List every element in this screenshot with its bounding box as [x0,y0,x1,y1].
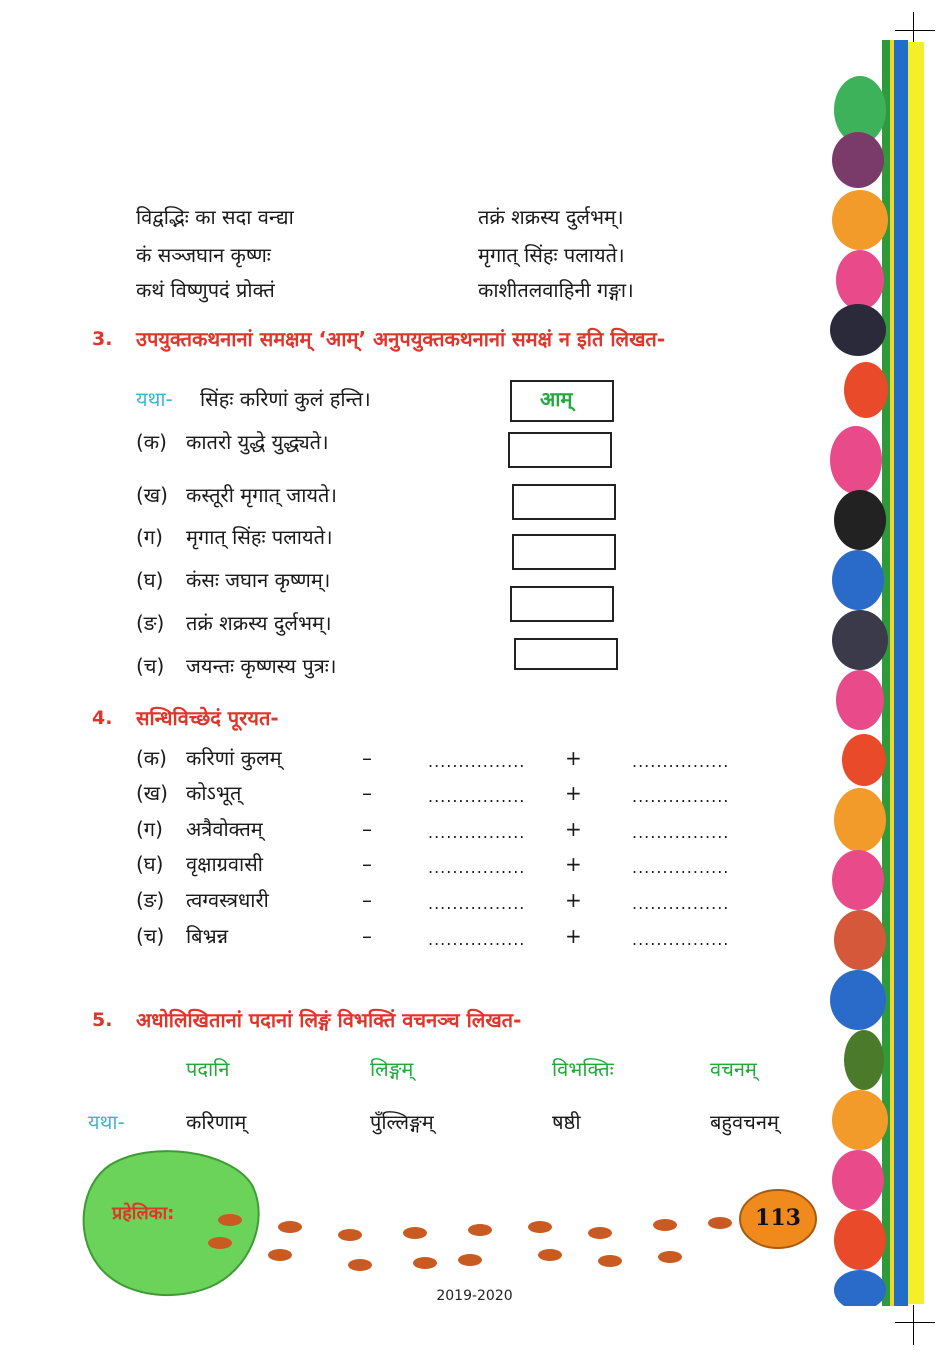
q4-blank-first[interactable]: ................ [428,930,526,949]
q4-blank-first[interactable]: ................ [428,823,526,842]
riddle-line-right: मृगात् सिंहः पलायते। [478,243,625,267]
q4-blank-first[interactable]: ................ [428,894,526,913]
q3-item-text: जयन्तः कृष्णस्य पुत्रः। [186,654,337,678]
q4-blank-second[interactable]: ................ [632,930,730,949]
q3-item-label: (ङ) [136,611,165,635]
q5-column-header: विभक्तिः [552,1057,614,1081]
q4-plus: + [565,781,582,805]
q3-answer-box[interactable] [508,432,612,468]
q4-dash: – [362,781,372,805]
q5-column-header: लिङ्गम् [370,1057,414,1081]
q3-answer-box[interactable] [512,484,616,520]
q4-dash: – [362,817,372,841]
q4-blank-first[interactable]: ................ [428,858,526,877]
q4-dash: – [362,852,372,876]
q4-blank-first[interactable]: ................ [428,752,526,771]
yellow-border-strip [906,42,924,1304]
q3-item-text: तक्रं शक्रस्य दुर्लभम्। [186,611,332,635]
crop-mark-top-horizontal [895,30,935,31]
q4-plus: + [565,746,582,770]
q5-column-header: पदानि [186,1057,230,1081]
question-4-number: 4. [92,707,113,729]
q4-item-label: (क) [136,746,167,770]
crop-mark-bottom-horizontal [895,1322,935,1323]
question-5-heading: अधोलिखितानां पदानां लिङ्गं विभक्तिं वचनञ्च लिखत- [136,1008,522,1032]
q4-dash: – [362,746,372,770]
q3-item-text: कातरो युद्धे युद्ध्यते। [186,430,329,454]
q4-item-label: (ख) [136,781,168,805]
q4-plus: + [565,817,582,841]
q3-item-label: (घ) [136,568,164,592]
question-5-number: 5. [92,1009,113,1031]
decorative-border-art [830,40,908,1306]
q3-answer-box[interactable] [512,534,616,570]
question-4-heading: सन्धिविच्छेदं पूरयत- [136,706,279,730]
riddle-label: प्रहेलिका: [112,1203,175,1224]
riddle-line-left: कं सञ्जघान कृष्णः [136,243,271,267]
riddle-line-left: विद्वद्भिः का सदा वन्द्या [136,205,294,229]
riddle-line-left: कथं विष्णुपदं प्रोक्तं [136,278,275,302]
q4-item-label: (च) [136,924,165,948]
q4-blank-second[interactable]: ................ [632,787,730,806]
q4-item-label: (ग) [136,817,163,841]
q4-item-text: वृक्षाग्रवासी [186,852,263,876]
q4-blank-second[interactable]: ................ [632,894,730,913]
q4-plus: + [565,888,582,912]
q5-example-cell: षष्ठी [552,1110,581,1134]
q4-blank-first[interactable]: ................ [428,787,526,806]
q4-item-text: कोऽभूत् [186,781,242,805]
q3-item-text: मृगात् सिंहः पलायते। [186,525,333,549]
q3-answer-box[interactable] [514,638,618,670]
question-3-heading: उपयुक्तकथनानां समक्षम् ‘आम्’ अनुपयुक्तकथनानां समक्षं न इति लिखत- [136,327,666,351]
q4-blank-second[interactable]: ................ [632,823,730,842]
q5-example-cell: पुँल्लिङ्गम् [370,1110,434,1134]
riddle-line-right: काशीतलवाहिनी गङ्गा। [478,278,634,302]
paw-prints-trail [200,1205,740,1285]
q4-item-label: (घ) [136,852,164,876]
q4-dash: – [362,924,372,948]
q4-item-text: करिणां कुलम् [186,746,282,770]
q3-example-text: सिंहः करिणां कुलं हन्ति। [200,387,371,411]
q5-column-header: वचनम् [710,1057,757,1081]
q4-item-text: बिभ्रन्न [186,924,229,948]
q4-blank-second[interactable]: ................ [632,752,730,771]
q5-example-cell: करिणाम् [186,1110,247,1134]
q3-item-text: कस्तूरी मृगात् जायते। [186,483,338,507]
question-3-number: 3. [92,328,113,350]
q3-answer-box[interactable] [510,586,614,622]
crop-mark-bottom-vertical [913,1305,914,1345]
q3-example-label: यथा- [136,387,173,411]
q5-example-cell: बहुवचनम् [710,1110,779,1134]
footer-year: 2019-2020 [436,1288,513,1304]
q4-plus: + [565,924,582,948]
q5-example-label: यथा- [88,1110,125,1134]
q4-item-text: त्वग्वस्त्रधारी [186,888,269,912]
riddle-line-right: तक्रं शक्रस्य दुर्लभम्। [478,205,624,229]
crop-mark-top-vertical [913,12,914,42]
q3-item-label: (ग) [136,525,163,549]
q4-dash: – [362,888,372,912]
q3-item-label: (च) [136,654,165,678]
q4-item-label: (ङ) [136,888,165,912]
q4-item-text: अत्रैवोक्तम् [186,817,263,841]
q3-item-label: (ख) [136,483,168,507]
q4-plus: + [565,852,582,876]
q3-item-text: कंसः जघान कृष्णम्। [186,568,331,592]
page-number: 113 [755,1205,801,1231]
q3-example-answer: आम् [540,387,573,411]
q3-item-label: (क) [136,430,167,454]
q4-blank-second[interactable]: ................ [632,858,730,877]
